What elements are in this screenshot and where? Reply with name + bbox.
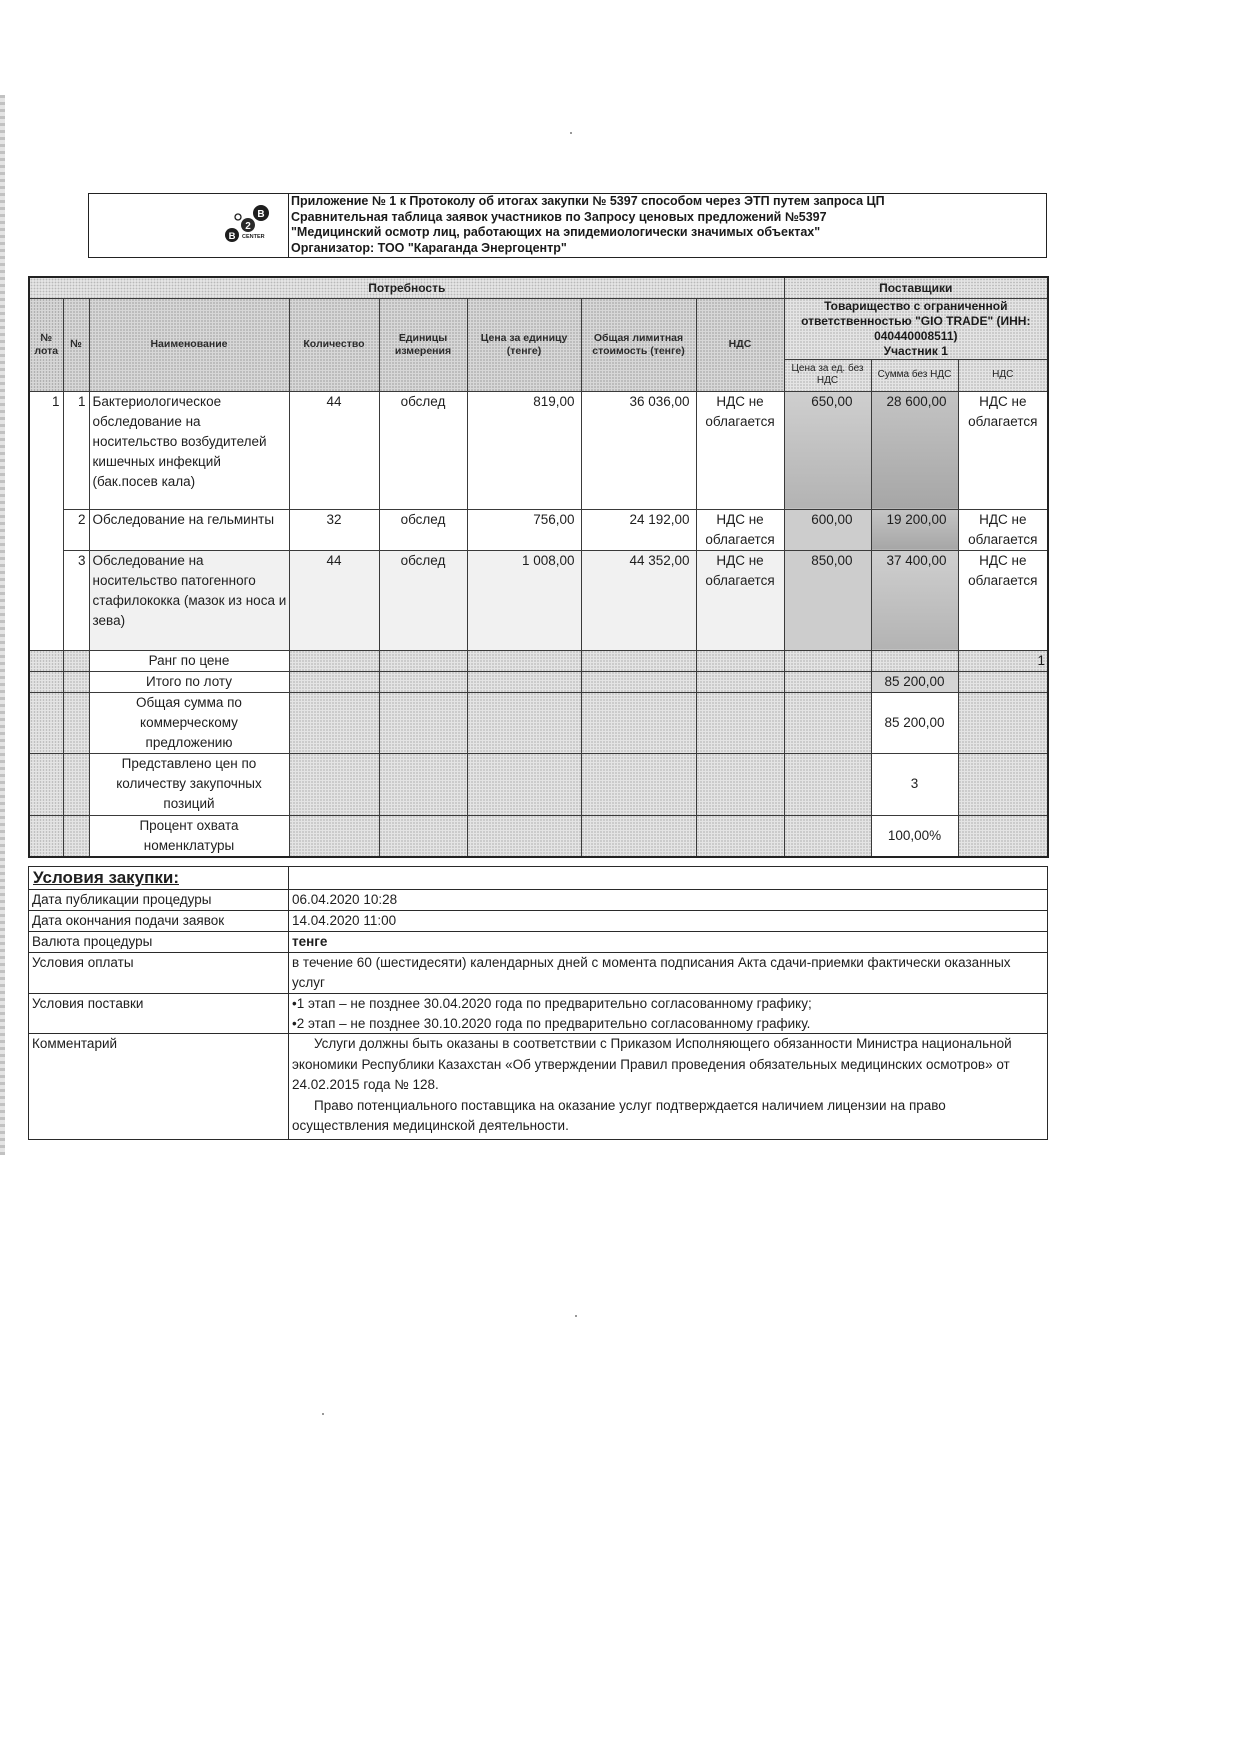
summary-blank-cell (379, 753, 467, 815)
summary-blank-cell (467, 650, 581, 671)
item-vat: НДС не облагается (696, 550, 784, 650)
summary-value-positions: 3 (871, 753, 958, 815)
summary-blank-cell (29, 753, 63, 815)
column-header-number: № (63, 298, 89, 391)
summary-value-offer-total: 85 200,00 (871, 692, 958, 753)
summary-label-offer-total: Общая сумма по коммерческому предложению (89, 692, 289, 753)
logo-digit: 2 (245, 221, 251, 232)
header-organizer: Организатор: ТОО "Караганда Энергоцентр" (291, 240, 567, 255)
item-unit-price: 756,00 (467, 509, 581, 550)
column-header-quantity: Количество (289, 298, 379, 391)
summary-blank-cell (29, 671, 63, 692)
condition-label-currency: Валюта процедуры (29, 932, 289, 953)
summary-blank-cell (63, 753, 89, 815)
supplier-participant-label: Участник 1 (883, 343, 948, 358)
logo-small-ring (235, 214, 241, 220)
column-header-supplier-sum: Сумма без НДС (871, 359, 958, 391)
logo-cell (89, 194, 289, 257)
item-quantity: 32 (289, 509, 379, 550)
summary-blank-cell (581, 753, 696, 815)
summary-label-rank: Ранг по цене (89, 650, 289, 671)
condition-value-publication-date: 06.04.2020 10:28 (289, 890, 1048, 911)
summary-value-rank: 1 (958, 650, 1048, 671)
column-header-supplier-vat: НДС (958, 359, 1048, 391)
item-unit: обслед (379, 391, 467, 509)
document-header (88, 193, 1047, 258)
summary-blank-cell (958, 692, 1048, 753)
lot-number-cell: 1 (29, 391, 63, 650)
summary-blank-cell (379, 671, 467, 692)
supplier-vat: НДС не облагается (958, 509, 1048, 550)
summary-blank-cell (379, 692, 467, 753)
supplier-header (784, 298, 1048, 359)
logo-letter-bottom: B (228, 231, 236, 242)
item-unit: обслед (379, 550, 467, 650)
summary-blank-cell (467, 671, 581, 692)
item-vat: НДС не облагается (696, 509, 784, 550)
summary-blank-cell (871, 650, 958, 671)
summary-row-rank (29, 650, 1048, 671)
item-limit-total: 36 036,00 (581, 391, 696, 509)
item-name: Обследование на гельминты (89, 509, 289, 550)
summary-blank-cell (467, 692, 581, 753)
supplier-sum: 37 400,00 (871, 550, 958, 650)
supplier-sum: 28 600,00 (871, 391, 958, 509)
summary-blank-cell (289, 692, 379, 753)
item-limit-total: 44 352,00 (581, 550, 696, 650)
summary-blank-cell (289, 753, 379, 815)
item-number: 1 (63, 391, 89, 509)
condition-label-deadline: Дата окончания подачи заявок (29, 911, 289, 932)
summary-blank-cell (581, 815, 696, 857)
summary-blank-cell (784, 671, 871, 692)
header-annex-line: Приложение № 1 к Протоколу об итогах закупки № 5397 способом через ЭТП путем запроса ЦП (291, 194, 885, 208)
item-unit: обслед (379, 509, 467, 550)
condition-value-payment: в течение 60 (шестидесяти) календарных дней с момента подписания Акта сдачи-приемки фактически оказанных услуг (289, 953, 1048, 994)
summary-blank-cell (581, 671, 696, 692)
item-limit-total: 24 192,00 (581, 509, 696, 550)
item-vat: НДС не облагается (696, 391, 784, 509)
scan-edge-artifact (0, 95, 5, 1155)
item-name: Бактериологическое обследование на носительство возбудителей кишечных инфекций (бак.посев кала) (89, 391, 289, 509)
conditions-title-blank (289, 867, 1048, 890)
delivery-stage-item: •1 этап – не позднее 30.04.2020 года по предварительно согласованному графику; (292, 996, 812, 1011)
conditions-title: Условия закупки: (29, 867, 289, 890)
comment-paragraph: Право потенциального поставщика на оказание услуг подтверждается наличием лицензии на право осуществления медицинской деятельности. (292, 1097, 946, 1133)
table-row (29, 391, 1048, 509)
condition-label-publication-date: Дата публикации процедуры (29, 890, 289, 911)
column-header-unit-price: Цена за единицу (тенге) (467, 298, 581, 391)
item-quantity: 44 (289, 391, 379, 509)
summary-blank-cell (958, 671, 1048, 692)
summary-label-lot-total: Итого по лоту (89, 671, 289, 692)
table-row (29, 509, 1048, 550)
summary-row-coverage (29, 815, 1048, 857)
column-header-vat: НДС (696, 298, 784, 391)
group-header-need: Потребность (29, 277, 784, 298)
summary-blank-cell (581, 692, 696, 753)
summary-blank-cell (784, 650, 871, 671)
header-text-block (289, 194, 1046, 257)
supplier-unit-price: 600,00 (784, 509, 871, 550)
summary-label-coverage: Процент охвата номенклатуры (89, 815, 289, 857)
summary-blank-cell (696, 692, 784, 753)
comparison-table (28, 276, 1049, 858)
summary-value-lot-total: 85 200,00 (871, 671, 958, 692)
condition-label-payment: Условия оплаты (29, 953, 289, 994)
summary-blank-cell (289, 650, 379, 671)
item-unit-price: 819,00 (467, 391, 581, 509)
column-header-supplier-unit-price: Цена за ед. без НДС (784, 359, 871, 391)
summary-row-positions (29, 753, 1048, 815)
header-table-title: Сравнительная таблица заявок участников по Запросу ценовых предложений №5397 (291, 209, 827, 224)
summary-blank-cell (696, 671, 784, 692)
item-number: 2 (63, 509, 89, 550)
condition-label-delivery: Условия поставки (29, 994, 289, 1034)
summary-row-lot-total (29, 671, 1048, 692)
summary-blank-cell (29, 815, 63, 857)
column-header-limit-total: Общая лимитная стоимость (тенге) (581, 298, 696, 391)
logo-letter-top: B (257, 209, 265, 220)
scan-speck (575, 1315, 577, 1317)
summary-blank-cell (379, 650, 467, 671)
summary-value-coverage: 100,00% (871, 815, 958, 857)
summary-blank-cell (784, 692, 871, 753)
condition-value-comment (289, 1034, 1048, 1140)
column-header-name: Наименование (89, 298, 289, 391)
table-row (29, 550, 1048, 650)
summary-label-positions: Представлено цен по количеству закупочных позиций (89, 753, 289, 815)
summary-blank-cell (63, 650, 89, 671)
summary-blank-cell (696, 815, 784, 857)
summary-blank-cell (696, 753, 784, 815)
supplier-unit-price: 650,00 (784, 391, 871, 509)
condition-value-currency: тенге (289, 932, 1048, 953)
item-unit-price: 1 008,00 (467, 550, 581, 650)
scan-speck (570, 132, 572, 134)
summary-blank-cell (696, 650, 784, 671)
summary-blank-cell (958, 815, 1048, 857)
summary-blank-cell (784, 753, 871, 815)
supplier-vat: НДС не облагается (958, 550, 1048, 650)
summary-blank-cell (289, 815, 379, 857)
summary-blank-cell (581, 650, 696, 671)
summary-blank-cell (784, 815, 871, 857)
summary-blank-cell (467, 753, 581, 815)
supplier-vat: НДС не облагается (958, 391, 1048, 509)
item-quantity: 44 (289, 550, 379, 650)
summary-blank-cell (29, 692, 63, 753)
b2b-center-logo (89, 194, 289, 256)
summary-blank-cell (63, 671, 89, 692)
condition-value-deadline: 14.04.2020 11:00 (289, 911, 1048, 932)
summary-blank-cell (379, 815, 467, 857)
summary-blank-cell (958, 753, 1048, 815)
item-name: Обследование на носительство патогенного стафилококка (мазок из носа и зева) (89, 550, 289, 650)
summary-blank-cell (63, 692, 89, 753)
column-header-lot-number: № лота (29, 298, 63, 391)
summary-row-offer-total (29, 692, 1048, 753)
condition-value-delivery (289, 994, 1048, 1034)
group-header-suppliers: Поставщики (784, 277, 1048, 298)
condition-label-comment: Комментарий (29, 1034, 289, 1140)
summary-blank-cell (29, 650, 63, 671)
item-number: 3 (63, 550, 89, 650)
supplier-sum: 19 200,00 (871, 509, 958, 550)
scan-speck (322, 1413, 324, 1415)
summary-blank-cell (289, 671, 379, 692)
header-procurement-subject: "Медицинский осмотр лиц, работающих на эпидемиологически значимых объектах" (291, 225, 821, 239)
summary-blank-cell (63, 815, 89, 857)
summary-blank-cell (467, 815, 581, 857)
supplier-name: Товарищество с ограниченной ответственностью "GIO TRADE" (ИНН: 040440008511) (801, 298, 1031, 343)
comment-paragraph: Услуги должны быть оказаны в соответствии с Приказом Исполняющего обязанности Министра национальной экономики Республики Казахстан «Об утверждении Правил проведения обязательных медицинских осмотров» от 24.02.2015 года № 128. (292, 1036, 1012, 1092)
procurement-conditions-table (28, 866, 1048, 1140)
logo-caption: CENTER (242, 234, 265, 240)
column-header-unit: Единицы измерения (379, 298, 467, 391)
delivery-stage-item: •2 этап – не позднее 30.10.2020 года по предварительно согласованному графику. (292, 1015, 811, 1031)
supplier-unit-price: 850,00 (784, 550, 871, 650)
